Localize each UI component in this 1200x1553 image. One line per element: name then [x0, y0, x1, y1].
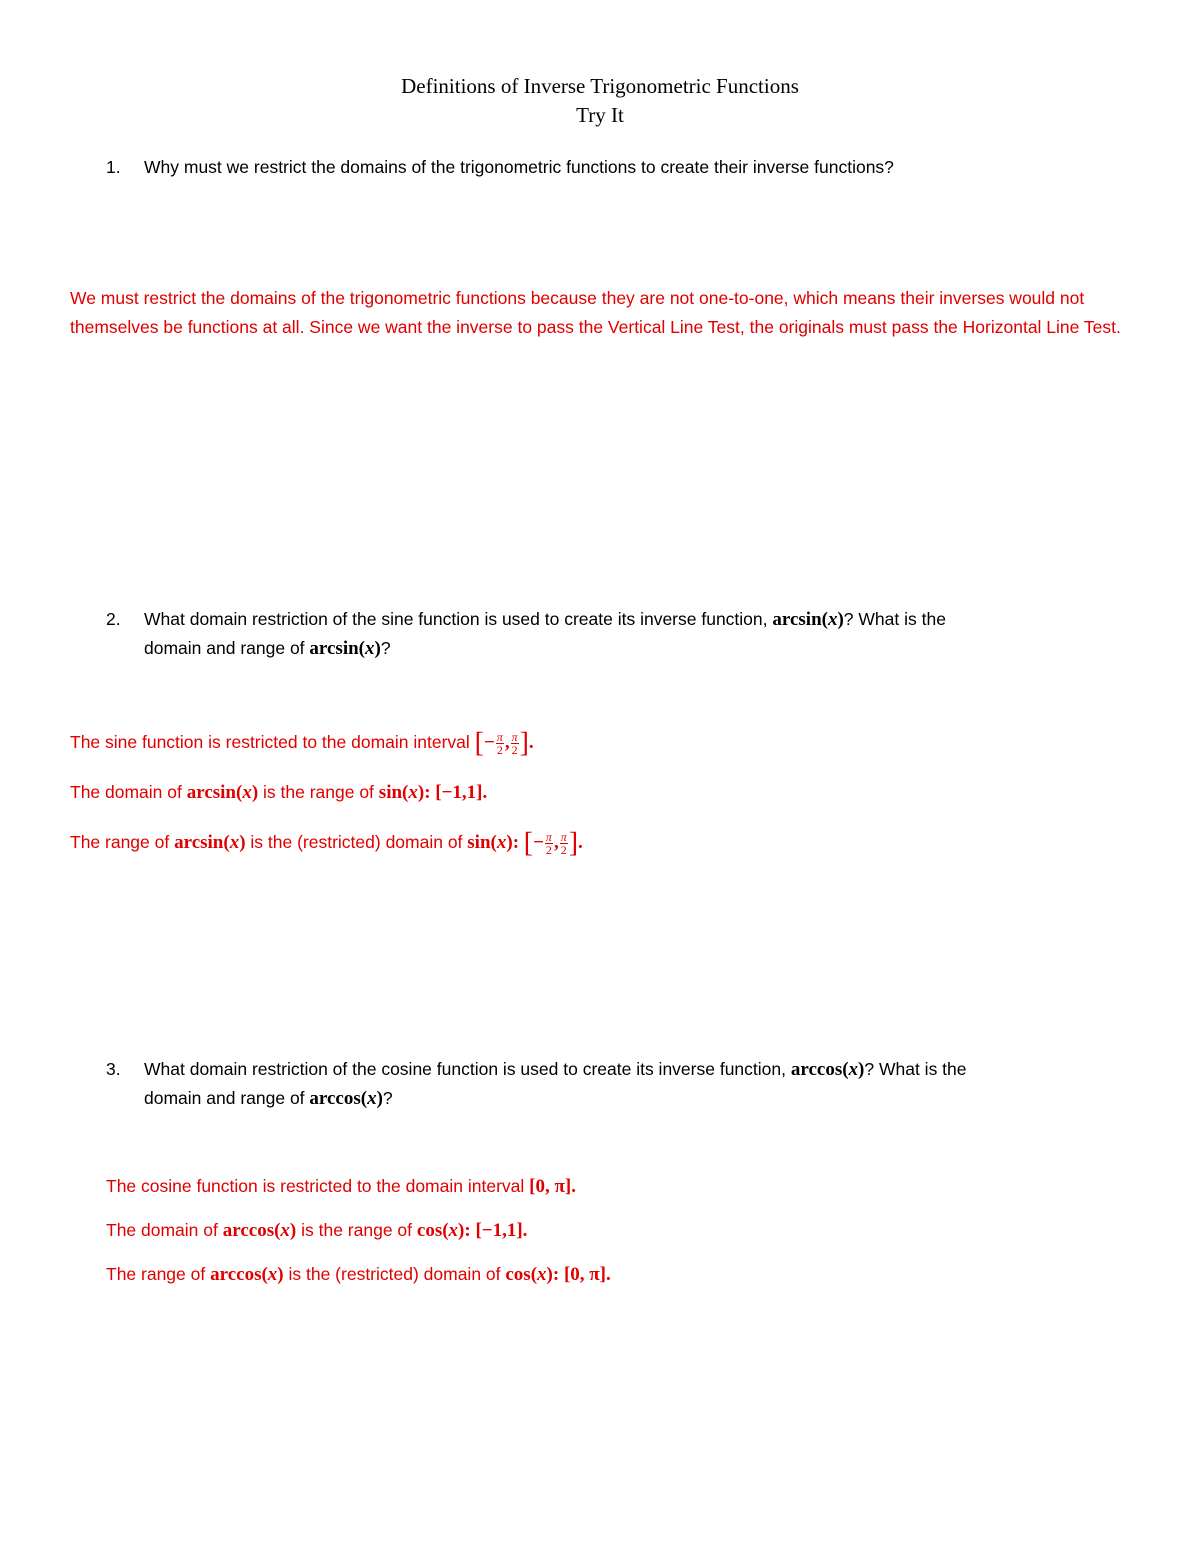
- answer-3-line-2: The domain of arccos(x) is the range of cos(x): [−1,1].: [106, 1220, 528, 1241]
- question-2: [106, 605, 1106, 665]
- question-number: 1.: [106, 157, 121, 177]
- answer-3-line-3: The range of arccos(x) is the (restricted) domain of cos(x): [0, π].: [106, 1264, 611, 1285]
- fraction: $\frac{\pi}{2}$: [511, 729, 518, 757]
- answer-1: We must restrict the domains of the trigonometric functions because they are not one-to-one, which means their inverses would not themselves be functions at all. Since we want the inverse to pass the Vertical Line Test, the originals must pass the Horizontal Line Test.: [70, 288, 1121, 337]
- question-1: [106, 153, 1106, 183]
- question-number: 2.: [106, 609, 121, 629]
- document-subtitle: Try It: [576, 103, 624, 127]
- question-text: Why must we restrict the domains of the trigonometric functions to create their inverse functions?: [144, 157, 894, 177]
- question-number: 3.: [106, 1059, 121, 1079]
- answer-2-line-3: The range of arcsin(x) is the (restricted) domain of sin(x): [− $\frac{\pi}{2}$ , $\frac{\pi}{2}$ ].: [70, 827, 583, 859]
- answer-2-line-1: The sine function is restricted to the domain interval [− $\frac{\pi}{2}$ , $\frac{\pi}{2}$ ].: [70, 727, 534, 759]
- answer-2-line-2: The domain of arcsin(x) is the range of sin(x): [−1,1].: [70, 782, 488, 803]
- question-3: [106, 1055, 1126, 1115]
- fraction: $\frac{\pi}{2}$: [545, 829, 552, 857]
- fraction: $\frac{\pi}{2}$: [560, 829, 567, 857]
- question-text: What domain restriction of the cosine function is used to create its inverse function, arccos(x)? What is the domain and range of arccos(x)?: [144, 1059, 967, 1109]
- answer-3-line-1: The cosine function is restricted to the domain interval [0, π].: [106, 1176, 576, 1197]
- document-title: Definitions of Inverse Trigonometric Functions: [401, 74, 799, 98]
- question-text: What domain restriction of the sine function is used to create its inverse function, arcsin(x)? What is the domain and range of arcsin(x)?: [144, 609, 946, 659]
- fraction: $\frac{\pi}{2}$: [496, 729, 503, 757]
